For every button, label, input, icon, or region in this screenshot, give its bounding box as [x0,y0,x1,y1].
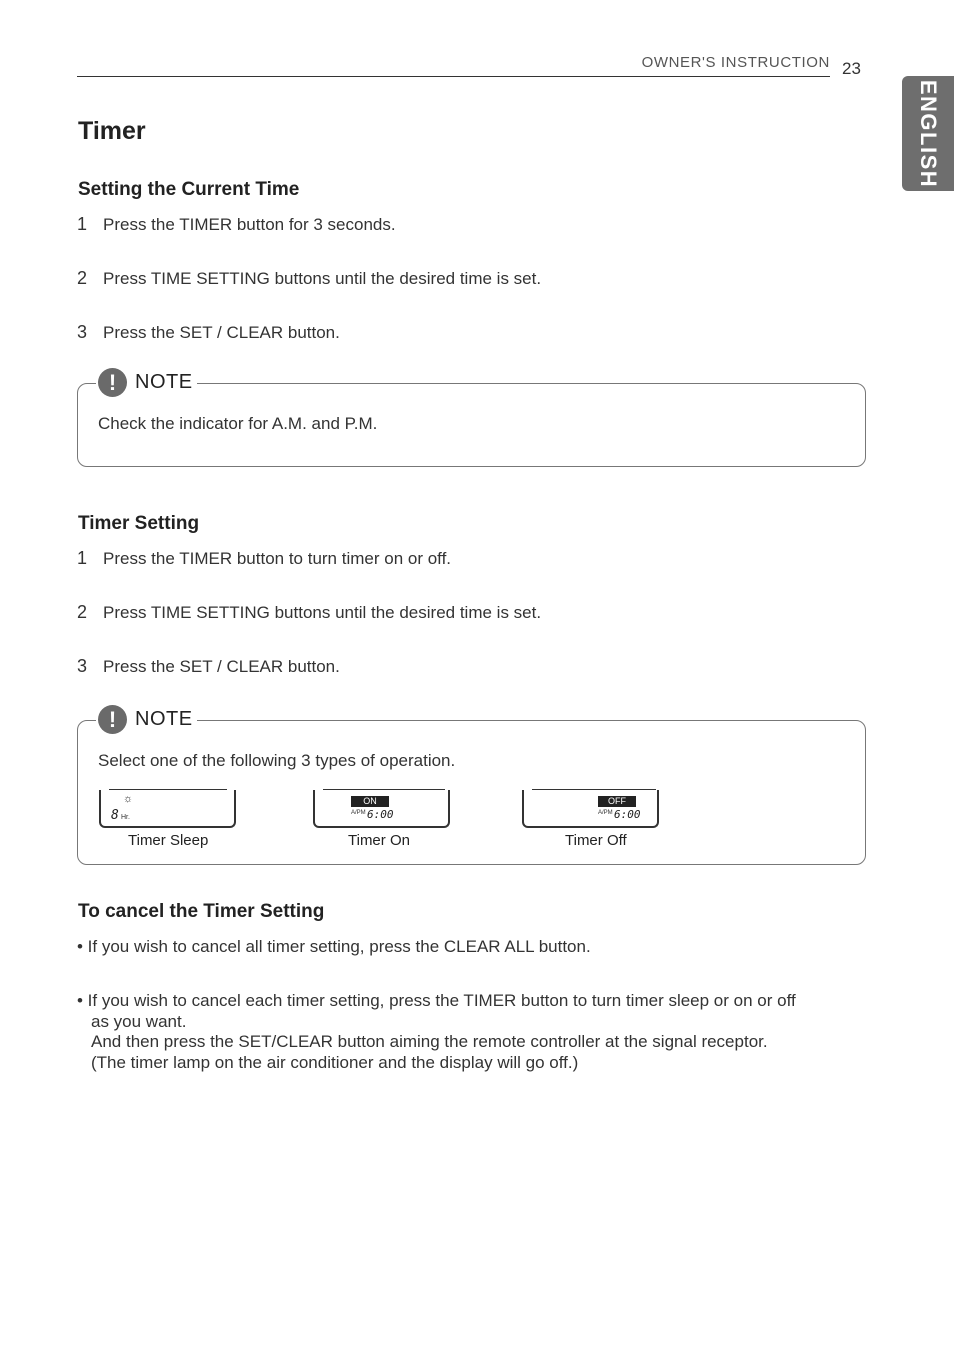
language-tab [902,76,954,191]
step-text: Press the TIMER button for 3 seconds. [103,215,396,234]
current-time-step [77,268,541,289]
bullet-line: (The timer lamp on the air conditioner and the display will go off.) [91,1052,579,1072]
step-text: Press the SET / CLEAR button. [103,657,340,676]
note-header [96,705,197,734]
step-number: 2 [77,268,88,288]
step-number: 1 [77,548,88,568]
note-header [96,368,197,397]
display-caption: Timer Sleep [128,832,209,849]
lcd-ampm: A/PM [598,810,613,816]
cancel-heading: To cancel the Timer Setting [78,901,325,922]
header-rule [77,76,830,77]
lcd-ampm: A/PM [351,810,366,816]
timer-setting-step [77,656,340,677]
cancel-bullet [77,991,877,1073]
lcd-display-timer-sleep [99,790,236,828]
page-number: 23 [842,59,861,78]
step-number: 3 [77,656,88,676]
lcd-unit: Hr. [121,814,130,821]
cancel-bullet [77,937,877,958]
step-number: 2 [77,602,88,622]
note-text: Check the indicator for A.M. and P.M. [98,414,378,433]
lcd-top-line [109,789,227,790]
timer-setting-step [77,602,541,623]
note-label: NOTE [135,708,193,730]
step-text: Press the SET / CLEAR button. [103,323,340,342]
lcd-time: 6:00 [367,808,394,821]
step-text: Press TIME SETTING buttons until the desired time is set. [103,603,542,622]
header-section-label: OWNER'S INSTRUCTION [641,54,830,71]
bullet-line: as you want. [91,1011,187,1031]
exclamation-icon: ! [98,368,127,397]
display-caption: Timer Off [565,832,627,849]
current-time-step [77,322,340,343]
exclamation-icon: ! [98,705,127,734]
language-tab-label: ENGLISH [916,79,941,188]
note-text: Select one of the following 3 types of operation. [98,751,456,770]
lcd-display-timer-on [313,790,450,828]
bullet-line: And then press the SET/CLEAR button aiming the remote controller at the signal receptor. [91,1032,768,1051]
on-badge: ON [351,796,389,807]
bullet-line: • If you wish to cancel each timer setting, press the TIMER button to turn timer sleep or on or off [77,991,796,1010]
display-caption: Timer On [348,832,410,849]
bullet-line: • If you wish to cancel all timer setting, press the CLEAR ALL button. [77,937,591,956]
sleep-icon: ☼ [123,793,134,805]
step-text: Press the TIMER button to turn timer on or off. [103,549,452,568]
step-number: 3 [77,322,88,342]
timer-setting-step [77,548,451,569]
current-time-heading: Setting the Current Time [78,179,300,200]
note-label: NOTE [135,371,193,393]
off-badge: OFF [598,796,636,807]
current-time-step [77,214,396,235]
lcd-time: 6:00 [614,808,641,821]
lcd-top-line [323,789,445,790]
step-number: 1 [77,214,88,234]
lcd-top-line [532,789,656,790]
lcd-digit: 8 [111,808,119,823]
lcd-display-timer-off [522,790,659,828]
page-title: Timer [78,117,146,145]
timer-setting-heading: Timer Setting [78,513,200,534]
step-text: Press TIME SETTING buttons until the desired time is set. [103,269,542,288]
